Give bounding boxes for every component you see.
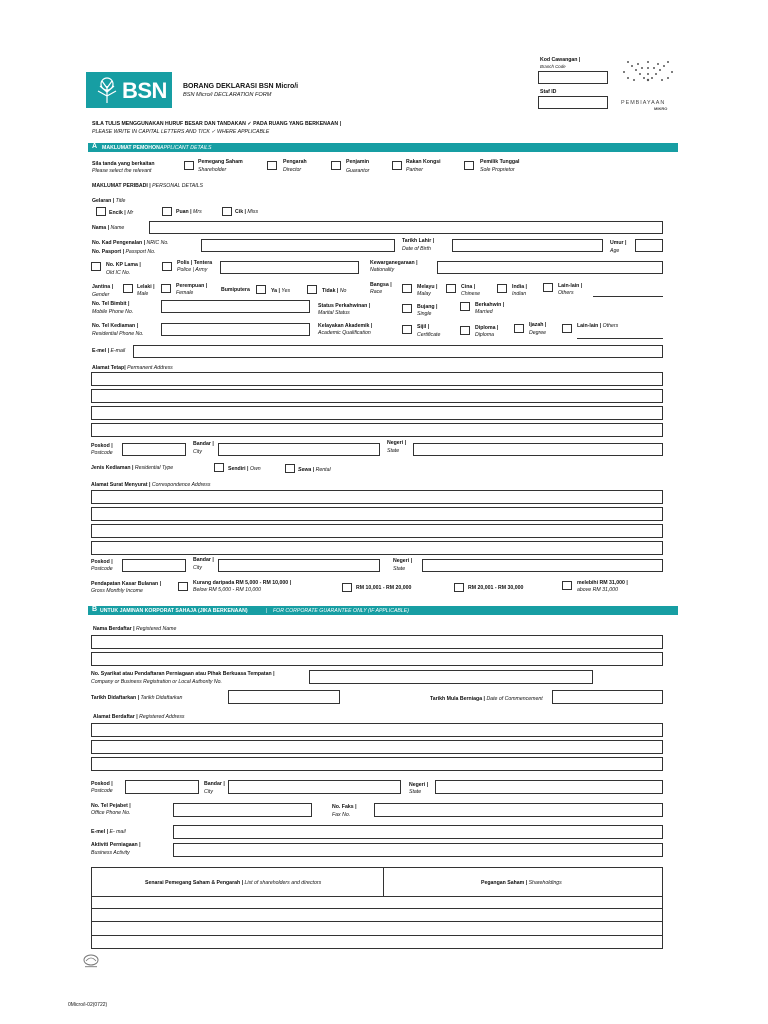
mobile-label: No. Tel Bimbit |	[92, 301, 130, 307]
res-own-label: Sendiri | Own	[228, 466, 261, 472]
res-type-label: Jenis Kediaman | Residential Type	[91, 465, 174, 471]
footer-seal-icon	[82, 953, 100, 969]
reg-addr-line-2[interactable]	[91, 740, 663, 754]
res-phone-label: No. Tel Kediaman |	[92, 323, 139, 329]
old-ic-label-en: Old IC No.	[106, 270, 131, 276]
reg-addr-line-1[interactable]	[91, 723, 663, 737]
bumi-no-checkbox[interactable]	[307, 285, 317, 294]
gender-label-en: Gender	[92, 292, 110, 298]
bsn-logo	[86, 72, 172, 108]
police-army-label-en: Police | Army	[177, 267, 208, 273]
corr-address-line-3[interactable]	[91, 524, 663, 538]
fax-label: No. Faks |	[332, 804, 357, 810]
race-others-line[interactable]	[593, 296, 663, 297]
marital-married-checkbox[interactable]	[460, 302, 470, 311]
perm-state-label: Negeri |	[387, 440, 407, 446]
academic-degree-label-en: Degree	[529, 330, 547, 336]
form-subtitle: BSN Micro/i DECLARATION FORM	[183, 92, 272, 98]
branch-code-label: Kod Cawangan |	[540, 57, 581, 63]
academic-diploma-label: Diploma |	[475, 325, 499, 331]
role-partner-label-en: Partner	[406, 167, 424, 173]
tree-icon	[94, 76, 120, 104]
role-shareholder-label: Pemegang Saham	[198, 159, 243, 165]
table-col-shareholdings: Pegangan Saham | Shareholdings	[481, 880, 562, 886]
corr-state-label: Negeri |	[393, 558, 413, 564]
old-ic-label: No. KP Lama |	[106, 262, 141, 268]
income-1-checkbox[interactable]	[178, 582, 188, 591]
income-label: Pendapatan Kasar Bulanan |	[91, 581, 162, 587]
role-guarantor-label-en: Guarantor	[346, 168, 370, 174]
b-email-field[interactable]	[173, 825, 663, 839]
mobile-label-en: Mobile Phone No.	[92, 309, 134, 315]
income-4-checkbox[interactable]	[562, 581, 572, 590]
bumi-yes-label: Ya | Yes	[271, 288, 291, 294]
dob-label: Tarikh Lahir |	[402, 238, 435, 244]
academic-cert-label-en: Certificate	[417, 332, 441, 338]
reg-addr-line-3[interactable]	[91, 757, 663, 771]
select-relevant-label: Sila tanda yang berkaitan	[92, 161, 155, 167]
branch-code-field[interactable]	[538, 71, 608, 84]
office-phone-label: No. Tel Pejabet |	[91, 803, 131, 809]
race-malay-label: Melayu |	[417, 284, 438, 290]
race-malay-checkbox[interactable]	[402, 284, 412, 293]
b-email-label: E-mel | E- mail	[91, 829, 126, 835]
academic-degree-checkbox[interactable]	[514, 324, 524, 333]
b-city-label: Bandar |	[204, 781, 225, 787]
table-row[interactable]	[91, 908, 663, 909]
office-phone-label-en: Office Phone No.	[91, 810, 131, 816]
gender-female-label-en: Female	[176, 290, 194, 296]
race-others-checkbox[interactable]	[543, 283, 553, 292]
perm-address-label: Alamat Tetap| Permanent Address	[92, 365, 173, 371]
income-1-label-en: Below RM 5,000 - RM 10,000	[193, 587, 262, 593]
title-mr-checkbox[interactable]	[96, 207, 106, 216]
personal-details-label: MAKLUMAT PERIBADI | PERSONAL DETAILS	[92, 183, 203, 189]
academic-diploma-checkbox[interactable]	[460, 326, 470, 335]
marital-label-en: Marital Status	[318, 310, 350, 316]
email-field[interactable]	[133, 345, 663, 358]
b-city-label-en: City	[204, 789, 213, 795]
role-guarantor-label: Penjamin	[346, 159, 370, 165]
passport-label: No. Pasport | Passport No.	[92, 249, 156, 255]
nationality-label: Kewarganegaraan |	[370, 260, 418, 266]
marital-married-label: Berkahwin |	[475, 302, 505, 308]
corr-city-label-en: City	[193, 565, 202, 571]
corr-postcode-label-en: Postcode	[91, 566, 113, 572]
reg-addr-label: Alamat Berdaftar | Registered Address	[93, 714, 185, 720]
income-3-label: RM 20,001 - RM 30,000	[468, 585, 524, 591]
reg-date-field[interactable]	[228, 690, 340, 704]
marital-single-label-en: Single	[417, 311, 432, 317]
perm-address-line-3[interactable]	[91, 406, 663, 420]
role-director-label-en: Director	[283, 167, 302, 173]
res-own-checkbox[interactable]	[214, 463, 224, 472]
title-mrs-checkbox[interactable]	[162, 207, 172, 216]
perm-postcode-label-en: Postcode	[91, 450, 113, 456]
gender-female-checkbox[interactable]	[161, 284, 171, 293]
select-relevant-label-en: Please select the relevant	[92, 168, 152, 174]
academic-cert-checkbox[interactable]	[402, 325, 412, 334]
corr-city-field[interactable]	[218, 559, 380, 572]
income-2-checkbox[interactable]	[342, 583, 352, 592]
nationality-label-en: Nationality	[370, 267, 395, 273]
activity-label: Aktiviti Perniagaan |	[91, 842, 141, 848]
gender-label: Jantina |	[92, 284, 114, 290]
race-chinese-checkbox[interactable]	[446, 284, 456, 293]
role-shareholder-label-en: Shareholder	[198, 167, 227, 173]
table-row[interactable]	[91, 921, 663, 922]
academic-others-line[interactable]	[577, 338, 663, 339]
title-label: Gelaran | Title	[92, 198, 126, 204]
perm-postcode-field[interactable]	[122, 443, 186, 456]
perm-address-line-1[interactable]	[91, 372, 663, 386]
b-postcode-field[interactable]	[125, 780, 199, 794]
email-label: E-mel | E-mail	[92, 348, 126, 354]
reg-date-label: Tarikh Didaftarkan | Tarikh Didaftarkan	[91, 695, 183, 701]
nationality-field[interactable]	[437, 261, 663, 274]
race-label: Bangsa |	[370, 282, 392, 288]
office-phone-field[interactable]	[173, 803, 312, 817]
b-city-field[interactable]	[228, 780, 401, 794]
role-shareholder-checkbox[interactable]	[184, 161, 194, 170]
income-4-label: melebihi RM 31,000 |	[577, 580, 628, 586]
income-2-label: RM 10,001 - RM 20,000	[356, 585, 412, 591]
section-a-header: A MAKLUMAT PEMOHON APPLICANT DETAILS	[88, 143, 678, 152]
income-label-en: Gross Monthly Income	[91, 588, 143, 594]
academic-label: Kelayakan Akademik |	[318, 323, 373, 329]
reg-no-label: No. Syarikat atau Pendaftaran Perniagaan atau Pihak Berkuasa Tempatan |	[91, 671, 275, 677]
corr-address-line-1[interactable]	[91, 490, 663, 504]
corr-state-field[interactable]	[422, 559, 663, 572]
reg-name-label: Nama Berdaftar | Registered Name	[93, 626, 177, 632]
branch-code-label-en: Branch Code	[540, 64, 566, 69]
age-label: Umur |	[610, 240, 627, 246]
marital-single-label: Bujang |	[417, 304, 438, 310]
income-4-label-en: above RM 31,000	[577, 587, 618, 593]
role-director-checkbox[interactable]	[267, 161, 277, 170]
role-sole-proprietor-label-en: Sole Proprietor	[480, 167, 515, 173]
academic-cert-label: Sijil |	[417, 324, 430, 330]
mobile-field[interactable]	[161, 300, 310, 313]
name-label: Nama | Name	[92, 225, 125, 231]
role-partner-checkbox[interactable]	[392, 161, 402, 170]
bumi-no-label: Tidak | No	[322, 288, 347, 294]
role-director-label: Pengarah	[283, 159, 307, 165]
corr-postcode-field[interactable]	[122, 559, 186, 572]
race-chinese-label: Cina |	[461, 284, 476, 290]
race-others-label-en: Others	[558, 290, 574, 296]
corr-state-label-en: State	[393, 566, 406, 572]
reg-name-line-1[interactable]	[91, 635, 663, 649]
role-sole-proprietor-label: Pemilik Tunggal	[480, 159, 520, 165]
bumiputera-label: Bumiputera	[221, 287, 250, 293]
academic-label-en: Academic Qualification	[318, 330, 371, 336]
corr-address-label: Alamat Surat Menyurat | Correspondence Address	[91, 482, 211, 488]
table-row[interactable]	[91, 935, 663, 936]
res-rent-checkbox[interactable]	[285, 464, 295, 473]
age-label-en: Age	[610, 248, 620, 254]
corr-address-line-2[interactable]	[91, 507, 663, 521]
income-1-label: Kurang daripada RM 5,000 - RM 10,000 |	[193, 580, 292, 586]
activity-label-en: Business Activity	[91, 850, 130, 856]
corr-postcode-label: Poskod |	[91, 559, 113, 565]
title-miss-label: Cik | Miss	[235, 209, 259, 215]
b-state-label-en: State	[409, 789, 422, 795]
dob-label-en: Date of Birth	[402, 246, 431, 252]
race-malay-label-en: Malay	[417, 291, 431, 297]
table-row[interactable]	[91, 896, 663, 897]
b-postcode-label: Poskod |	[91, 781, 113, 787]
title-mrs-label: Puan | Mrs	[176, 209, 202, 215]
b-state-field[interactable]	[435, 780, 663, 794]
perm-postcode-label: Poskod |	[91, 443, 113, 449]
mikro-text: MIKRO	[654, 106, 668, 111]
dob-field[interactable]	[452, 239, 603, 252]
income-3-checkbox[interactable]	[454, 583, 464, 592]
race-others-label: Lain-lain |	[558, 283, 583, 289]
role-partner-label: Rakan Kongsi	[406, 159, 441, 165]
pembiayaan-text: PEMBIAYAAN	[621, 100, 666, 106]
police-army-label: Polis | Tentera	[177, 260, 213, 266]
police-army-checkbox[interactable]	[162, 262, 172, 271]
table-divider	[383, 867, 384, 896]
perm-state-field[interactable]	[413, 443, 663, 456]
staff-id-label: Staf ID	[540, 89, 557, 95]
race-indian-label-en: Indian	[512, 291, 527, 297]
reg-no-label-en: Company or Business Registration or Local Authority No.	[91, 679, 222, 685]
perm-address-line-4[interactable]	[91, 423, 663, 437]
commence-label: Tarikh Mula Berniaga | Date of Commencement	[430, 696, 543, 702]
res-phone-field[interactable]	[161, 323, 310, 336]
perm-city-label-en: City	[193, 449, 202, 455]
perm-city-label: Bandar |	[193, 441, 214, 447]
academic-diploma-label-en: Diploma	[475, 332, 495, 338]
perm-state-label-en: State	[387, 448, 400, 454]
title-miss-checkbox[interactable]	[222, 207, 232, 216]
role-guarantor-checkbox[interactable]	[331, 161, 341, 170]
reg-no-field[interactable]	[309, 670, 593, 684]
fax-field[interactable]	[374, 803, 663, 817]
reg-name-line-2[interactable]	[91, 652, 663, 666]
old-ic-checkbox[interactable]	[91, 262, 101, 271]
marital-label: Status Perkahwinan |	[318, 303, 371, 309]
race-chinese-label-en: Chinese	[461, 291, 481, 297]
instructions-ms: SILA TULIS MENGGUNAKAN HURUF BESAR DAN TANDAKAN ✓ PADA RUANG YANG BERKENAAN |	[92, 121, 342, 127]
marital-single-checkbox[interactable]	[402, 304, 412, 313]
staff-id-field[interactable]	[538, 96, 608, 109]
race-label-en: Race	[370, 289, 383, 295]
form-title: BORANG DEKLARASI BSN Micro/i	[183, 83, 299, 90]
perm-address-line-2[interactable]	[91, 389, 663, 403]
academic-others-checkbox[interactable]	[562, 324, 572, 333]
res-rent-label: Sewa | Rental	[298, 467, 331, 473]
marital-married-label-en: Married	[475, 309, 493, 315]
form-code: 0Micro/i-02(0722)	[68, 1002, 108, 1008]
nric-field[interactable]	[201, 239, 395, 252]
nric-label: No. Kad Pengenalan | NRIC No.	[92, 240, 169, 246]
academic-others-label: Lain-lain | Others	[577, 323, 619, 329]
table-col-shareholders: Senarai Pemegang Saham & Pengarah | List of shareholders and directors	[145, 880, 322, 886]
corr-city-label: Bandar |	[193, 557, 214, 563]
name-field[interactable]	[149, 221, 663, 234]
activity-field[interactable]	[173, 843, 663, 857]
academic-degree-label: Ijazah |	[529, 322, 547, 328]
race-indian-checkbox[interactable]	[497, 284, 507, 293]
b-postcode-label-en: Postcode	[91, 788, 113, 794]
section-b-header: B UNTUK JAMINAN KORPORAT SAHAJA (JIKA BERKENAAN) | FOR CORPORATE GUARANTEE ONLY (IF APPLICABLE)	[88, 606, 678, 615]
logo-text: BSN	[122, 78, 167, 103]
fax-label-en: Fax No.	[332, 812, 351, 818]
bumi-yes-checkbox[interactable]	[256, 285, 266, 294]
gender-female-label: Perempuan |	[176, 283, 208, 289]
perm-city-field[interactable]	[218, 443, 380, 456]
role-sole-proprietor-checkbox[interactable]	[464, 161, 474, 170]
commence-field[interactable]	[552, 690, 663, 704]
corr-address-line-4[interactable]	[91, 541, 663, 555]
race-indian-label: India |	[512, 284, 528, 290]
b-state-label: Negeri |	[409, 782, 429, 788]
gender-male-label: Lelaki |	[137, 284, 155, 290]
age-field[interactable]	[635, 239, 663, 252]
old-ic-field[interactable]	[220, 261, 359, 274]
instructions-en: PLEASE WRITE IN CAPITAL LETTERS AND TICK ✓ WHERE APPLICABLE	[92, 129, 270, 135]
gender-male-checkbox[interactable]	[123, 284, 133, 293]
res-phone-label-en: Residential Phone No.	[92, 331, 144, 337]
title-mr-label: Encik | Mr	[109, 210, 134, 216]
gender-male-label-en: Male	[137, 291, 149, 297]
